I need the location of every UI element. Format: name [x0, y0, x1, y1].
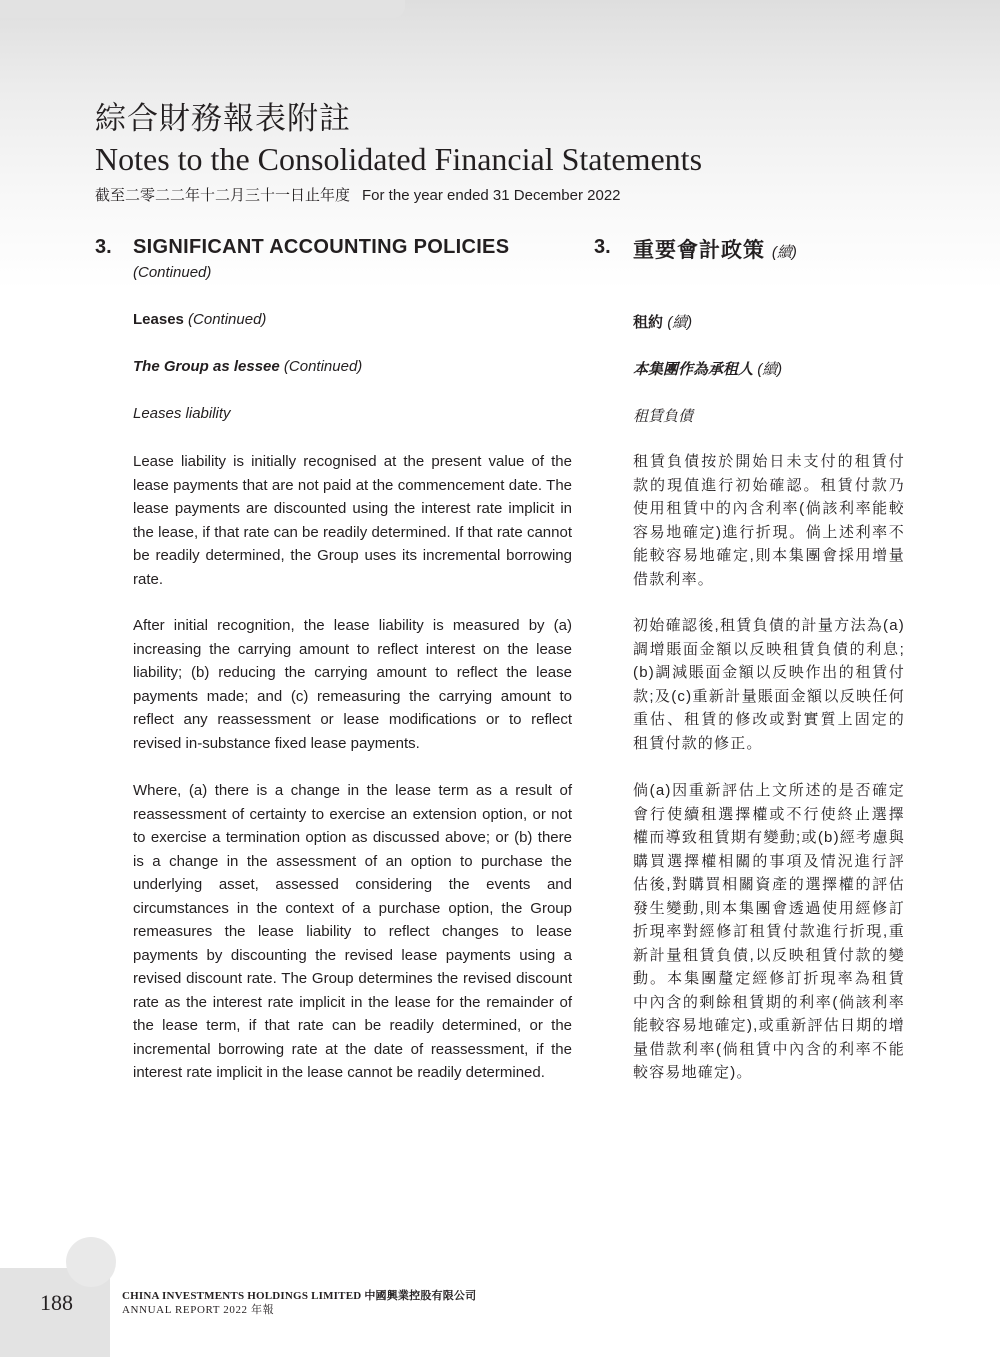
leases-heading-english: Leases (Continued): [133, 311, 267, 328]
paragraph-chinese-2: 初始確認後,租賃負債的計量方法為(a)調增賬面金額以反映租賃負債的利息;(b)調減賬面金額以反映作出的租賃付款;及(c)重新計量賬面金額以反映任何重估、租賃的修改或對實質上固定的租賃付款的修正。: [633, 617, 905, 752]
footer-circle-decoration: [66, 1237, 116, 1287]
liability-heading-chinese: 租賃負債: [633, 408, 694, 425]
page-header: [95, 100, 702, 205]
period-english: For the year ended 31 December 2022: [362, 187, 621, 204]
section-title-english: SIGNIFICANT ACCOUNTING POLICIES: [133, 236, 510, 258]
paragraph-english-2: After initial recognition, the lease liability is measured by (a) increasing the carrying amount to reflect interest on the lease liability; (b) reducing the carrying amount to reflect the lease payments made; and (c) remeasuring the carrying amount to reflect any reassessment or lease modifications or to reflect revised in-substance fixed lease payments.: [133, 617, 572, 752]
liability-heading-english: Leases liability: [133, 405, 231, 422]
section-number-chinese: 3.: [594, 236, 611, 258]
paragraph-english-3: Where, (a) there is a change in the lease term as a result of reassessment of certainty to exercise an extension option, or not to exercise a termination option as discussed above; or (b) there is a change in the assessment of an option to purchase the underlying asset, assessed considering the events and circumstances in the context of a purchase option, the Group remeasures the lease liability to reflect changes to lease payments by discounting the revised lease payments using a revised discount rate. The Group determines the revised discount rate as the interest rate implicit in the lease for the remainder of the lease term, if that rate can be readily determined, or the incremental borrowing rate at the date of reassessment, if the interest rate implicit in the lease cannot be readily determined.: [133, 782, 572, 1081]
footer-company-name: CHINA INVESTMENTS HOLDINGS LIMITED 中國興業控股有限公司: [122, 1290, 477, 1302]
footer-report-title: ANNUAL REPORT 2022 年報: [122, 1304, 275, 1316]
section-title-chinese: 重要會計政策 (續): [633, 239, 797, 262]
period-line: [95, 184, 702, 205]
paragraph-chinese-1: 租賃負債按於開始日未支付的租賃付款的現值進行初始確認。租賃付款乃使用租賃中的內含利率(倘該利率能較容易地確定)進行折現。倘上述利率不能較容易地確定,則本集團會採用增量借款利率。: [633, 453, 905, 588]
lessee-heading-chinese: 本集團作為承租人 (續): [633, 361, 783, 378]
top-tab-decoration: [0, 0, 405, 18]
leases-heading-chinese: 租約 (續): [633, 314, 693, 331]
section-number: 3.: [95, 236, 112, 258]
section-continued-english: (Continued): [133, 264, 212, 281]
lessee-heading-english: The Group as lessee (Continued): [133, 358, 363, 375]
paragraph-english-1: Lease liability is initially recognised at the present value of the lease payments that are not paid at the commencement date. The lease payments are discounted using the interest rate implicit in the lease, if that rate can be readily determined. If that rate cannot be readily determined, the Group uses its incremental borrowing rate.: [133, 453, 572, 588]
period-chinese: 截至二零二二年十二月三十一日止年度: [95, 187, 351, 204]
page-number: 188: [40, 1290, 73, 1315]
page-title-english: Notes to the Consolidated Financial Statements: [95, 141, 703, 177]
page-title-chinese: 綜合財務報表附註: [95, 101, 351, 137]
paragraph-chinese-3: 倘(a)因重新評估上文所述的是否確定會行使續租選擇權或不行使終止選擇權而導致租賃期有變動;或(b)經考慮與購買選擇權相關的事項及情況進行評估後,對購買相關資產的選擇權的評估發生變動,則本集團會透過使用經修訂折現率對經修訂租賃付款進行折現,重新計量租賃負債,以反映租賃付款的變動。本集團釐定經修訂折現率為租賃中內含的剩餘租賃期的利率(倘該利率能較容易地確定),或重新評估日期的增量借款利率(倘租賃中內含的利率不能較容易地確定)。: [633, 782, 905, 1081]
